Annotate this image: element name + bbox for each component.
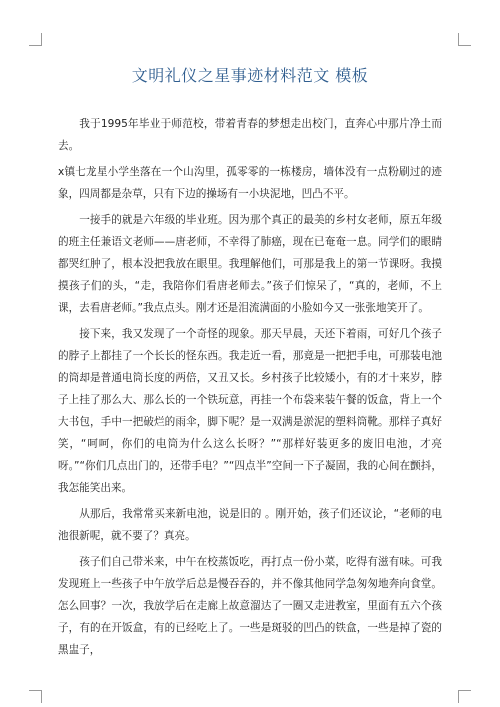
page-corner-mark-top-right [458,33,471,46]
paragraph-2: x镇七龙星小学坐落在一个山沟里，孤零零的一栋楼房，墙体没有一点粉刷过的迹象，四周都是杂草，只有下边的操场有一小块泥地，凹凸不平。 [58,166,442,200]
paragraph-6: 孩子们自己带米来，中午在校蒸饭吃，再打点一份小菜，吃得有滋有味。可我发现班上一些孩子中午放学后总是慢吞吞的，并不像其他同学急匆匆地奔向食堂。怎么回事？一次，我放学后在走廊上故意溜达了一圈又走进教室，里面有五六个孩子，有的在开饭盒，有的已经吃上了。一些是斑驳的凹凸的铁盒，一些是掉了瓷的黑盅子， [58,556,442,656]
page-corner-mark-top-left [29,33,42,46]
document-body [58,113,442,665]
paragraph-4: 接下来，我又发现了一个奇怪的现象。那天早晨，天还下着雨，可好几个孩子的脖子上都挂了一个长长的怪东西。我走近一看，那竟是一把把手电，可那装电池的筒却是普通电筒长度的两倍，又丑又长。乡村孩子比较矮小，有的才十来岁，脖子上挂了那么大、那么长的一个铁玩意，再挂一个布袋来装午餐的饭盒，背上一个大书包，手中一把破烂的雨伞，脚下呢？是一双满是淤泥的塑料筒靴。那样子真好笑，“呵呵，你们的电筒为什么这么长呀？”“那样好装更多的废旧电池，才亮呀。”“你们几点出门的，还带手电？”“四点半”空间一下子凝固，我的心间在颤抖，我怎能笑出来。 [58,328,442,494]
paragraph-3: 一接手的就是六年级的毕业班。因为那个真正的最美的乡村女老师，原五年级的班主任兼语文老师——唐老师，不幸得了肺癌，现在已奄奄一息。同学们的眼睛都哭红肿了，根本没把我放在眼里。我理解他们，可那是我上的第一节课呀。我摸摸孩子们的头，“走，我陪你们看唐老师去。”孩子们惊呆了，“真的，老师，不上课，去看唐老师。”我点点头。刚才还是泪流满面的小脸如今又一张张地笑开了。 [58,214,442,314]
paragraph-1: 我于1995年毕业于师范校，带着青春的梦想走出校门，直奔心中那片净土而去。 [58,118,442,152]
document-title: 文明礼仪之星事迹材料范文 模板 [131,66,369,85]
page-corner-mark-bottom-left [29,690,42,703]
paragraph-5: 从那后，我常常买来新电池，说是旧的 。刚开始，孩子们还议论，“老师的电池很新呢，就不要了？真亮。 [58,508,442,542]
page-corner-mark-bottom-right [458,690,471,703]
